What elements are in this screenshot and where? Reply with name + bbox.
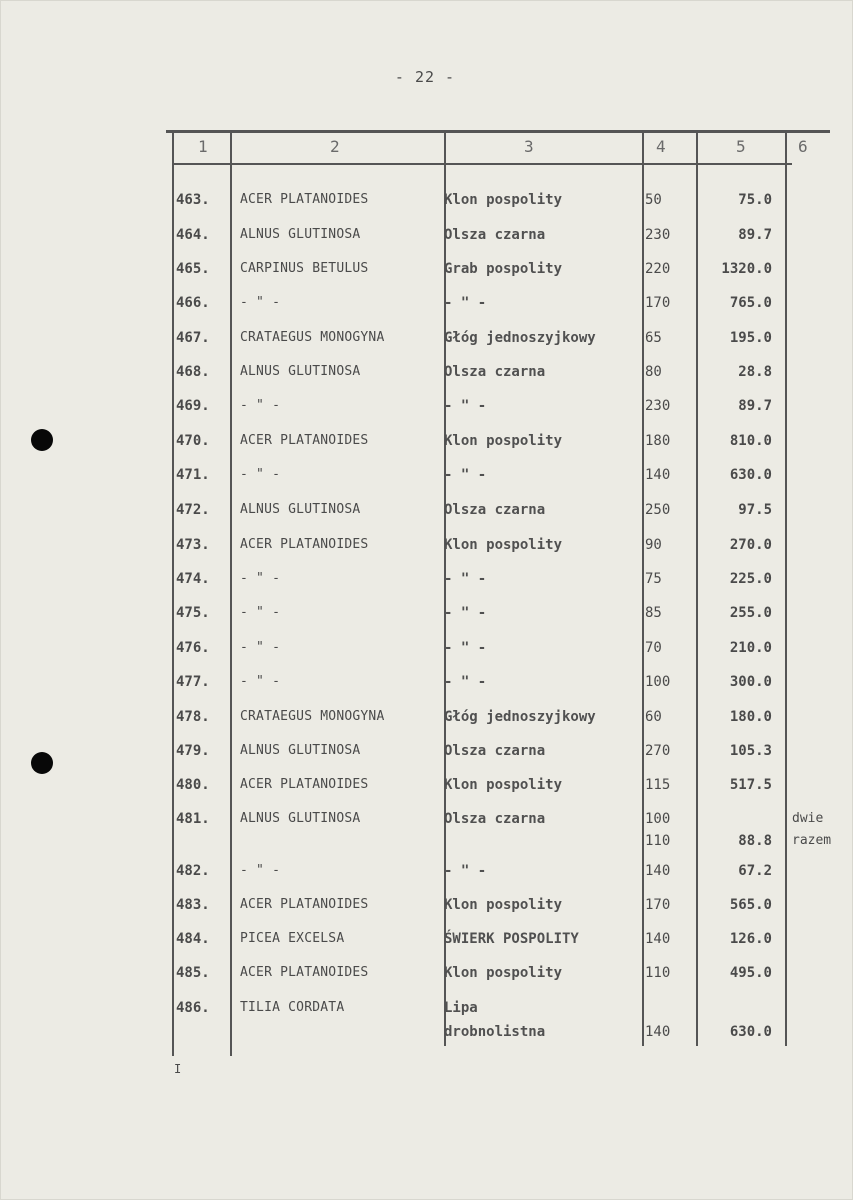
row-number: 472. (176, 502, 210, 518)
column-5-value: 270.0 (729, 537, 772, 553)
column-4-value: 140 (645, 1024, 671, 1040)
row-number: 467. (176, 330, 210, 346)
column-rule-1-2 (230, 133, 232, 1056)
column-4-value: 80 (645, 364, 662, 380)
column-4-value: 65 (645, 330, 662, 346)
row-number: 482. (176, 863, 210, 879)
polish-name: Olsza czarna (444, 502, 546, 518)
column-4-value: 85 (645, 605, 662, 621)
column-6-note-second: razem (792, 833, 832, 848)
latin-name: ACER PLATANOIDES (240, 897, 369, 912)
latin-name: ALNUS GLUTINOSA (240, 743, 361, 758)
row-number: 486. (176, 1000, 210, 1016)
polish-name: ŚWIERK POSPOLITY (444, 931, 579, 947)
row-number: 474. (176, 571, 210, 587)
latin-name: - " - (240, 605, 281, 620)
polish-name: - " - (444, 398, 487, 414)
column-5-value: 517.5 (729, 777, 772, 793)
row-number: 475. (176, 605, 210, 621)
column-header-2: 2 (330, 137, 340, 156)
column-5-value: 255.0 (729, 605, 772, 621)
polish-name: Lipa (444, 1000, 478, 1016)
column-4-value-second: 110 (645, 833, 671, 849)
column-5-value: 300.0 (729, 674, 772, 690)
column-4-value: 140 (645, 467, 671, 483)
column-4-value: 230 (645, 227, 671, 243)
row-number: 479. (176, 743, 210, 759)
column-4-value: 50 (645, 192, 662, 208)
latin-name: ACER PLATANOIDES (240, 777, 369, 792)
polish-name: Klon pospolity (444, 433, 563, 449)
latin-name: CRATAEGUS MONOGYNA (240, 709, 385, 724)
polish-name: Olsza czarna (444, 811, 546, 827)
latin-name: CARPINUS BETULUS (240, 261, 369, 276)
column-5-value: 75.0 (738, 192, 772, 208)
row-number: 463. (176, 192, 210, 208)
latin-name: - " - (240, 467, 281, 482)
row-number: 466. (176, 295, 210, 311)
column-4-value: 180 (645, 433, 671, 449)
column-5-value: 67.2 (738, 863, 772, 879)
column-4-value: 75 (645, 571, 662, 587)
row-number: 485. (176, 965, 210, 981)
polish-name: Olsza czarna (444, 364, 546, 380)
margin-mark: I (174, 1062, 182, 1076)
column-5-value: 97.5 (738, 502, 772, 518)
column-5-value: 195.0 (729, 330, 772, 346)
column-5-value: 810.0 (729, 433, 772, 449)
column-5-value: 89.7 (738, 398, 772, 414)
column-4-value: 170 (645, 295, 671, 311)
column-header-6: 6 (798, 137, 808, 156)
latin-name: ACER PLATANOIDES (240, 192, 369, 207)
column-5-value: 225.0 (729, 571, 772, 587)
latin-name: TILIA CORDATA (240, 1000, 345, 1015)
polish-name: - " - (444, 640, 487, 656)
punch-hole-upper (31, 429, 53, 451)
row-number: 464. (176, 227, 210, 243)
column-4-value: 140 (645, 931, 671, 947)
polish-name: Głóg jednoszyjkowy (444, 330, 596, 346)
column-4-value: 140 (645, 863, 671, 879)
column-5-value: 28.8 (738, 364, 772, 380)
column-rule-5-6 (785, 133, 787, 1046)
polish-name: - " - (444, 863, 487, 879)
column-header-4: 4 (656, 137, 666, 156)
column-4-value: 220 (645, 261, 671, 277)
polish-name: - " - (444, 295, 487, 311)
polish-name: Grab pospolity (444, 261, 563, 277)
column-header-1: 1 (198, 137, 208, 156)
row-number: 478. (176, 709, 210, 725)
column-5-value: 565.0 (729, 897, 772, 913)
polish-name: Klon pospolity (444, 537, 563, 553)
polish-name: - " - (444, 674, 487, 690)
row-number: 471. (176, 467, 210, 483)
polish-name: Olsza czarna (444, 227, 546, 243)
column-5-value: 105.3 (729, 743, 772, 759)
column-5-value: 89.7 (738, 227, 772, 243)
punch-hole-lower (31, 752, 53, 774)
column-4-value: 90 (645, 537, 662, 553)
column-4-value: 60 (645, 709, 662, 725)
latin-name: ALNUS GLUTINOSA (240, 227, 361, 242)
column-4-value: 70 (645, 640, 662, 656)
column-4-value: 110 (645, 965, 671, 981)
column-5-value: 495.0 (729, 965, 772, 981)
latin-name: PICEA EXCELSA (240, 931, 345, 946)
polish-name: Klon pospolity (444, 777, 563, 793)
column-5-value: 210.0 (729, 640, 772, 656)
page-number: - 22 - (394, 68, 456, 86)
latin-name: - " - (240, 640, 281, 655)
column-4-value: 100 (645, 811, 671, 827)
latin-name: ACER PLATANOIDES (240, 965, 369, 980)
polish-name: Klon pospolity (444, 965, 563, 981)
latin-name: - " - (240, 863, 281, 878)
row-number: 470. (176, 433, 210, 449)
column-4-value: 100 (645, 674, 671, 690)
table-header-rule (172, 163, 792, 165)
column-5-value: 630.0 (729, 467, 772, 483)
latin-name: - " - (240, 398, 281, 413)
row-number: 477. (176, 674, 210, 690)
polish-name: Olsza czarna (444, 743, 546, 759)
row-number: 468. (176, 364, 210, 380)
column-rule-left (172, 133, 174, 1056)
latin-name: ACER PLATANOIDES (240, 433, 369, 448)
row-number: 480. (176, 777, 210, 793)
column-5-value: 180.0 (729, 709, 772, 725)
row-number: 469. (176, 398, 210, 414)
latin-name: ALNUS GLUTINOSA (240, 364, 361, 379)
column-4-value: 170 (645, 897, 671, 913)
latin-name: ALNUS GLUTINOSA (240, 811, 361, 826)
polish-name: Głóg jednoszyjkowy (444, 709, 596, 725)
row-number: 481. (176, 811, 210, 827)
latin-name: - " - (240, 674, 281, 689)
row-number: 483. (176, 897, 210, 913)
row-number: 476. (176, 640, 210, 656)
column-6-note: dwie (792, 811, 824, 826)
column-4-value: 270 (645, 743, 671, 759)
latin-name: ALNUS GLUTINOSA (240, 502, 361, 517)
polish-name: Klon pospolity (444, 897, 563, 913)
column-header-3: 3 (524, 137, 534, 156)
polish-name: Klon pospolity (444, 192, 563, 208)
latin-name: - " - (240, 295, 281, 310)
polish-name: - " - (444, 571, 487, 587)
column-5-value: 126.0 (729, 931, 772, 947)
row-number: 473. (176, 537, 210, 553)
column-5-value: 1320.0 (721, 261, 772, 277)
polish-name: - " - (444, 467, 487, 483)
column-header-5: 5 (736, 137, 746, 156)
row-number: 484. (176, 931, 210, 947)
column-4-value: 115 (645, 777, 671, 793)
latin-name: - " - (240, 571, 281, 586)
row-number: 465. (176, 261, 210, 277)
polish-name: - " - (444, 605, 487, 621)
column-5-value: 765.0 (729, 295, 772, 311)
table-top-rule (166, 130, 830, 133)
column-4-value: 230 (645, 398, 671, 414)
column-5-value: 630.0 (729, 1024, 772, 1040)
latin-name: CRATAEGUS MONOGYNA (240, 330, 385, 345)
polish-name-second-line: drobnolistna (444, 1024, 546, 1040)
column-rule-3-4 (642, 133, 644, 1046)
column-5-value: 88.8 (738, 833, 772, 849)
latin-name: ACER PLATANOIDES (240, 537, 369, 552)
column-4-value: 250 (645, 502, 671, 518)
column-rule-4-5 (696, 133, 698, 1046)
